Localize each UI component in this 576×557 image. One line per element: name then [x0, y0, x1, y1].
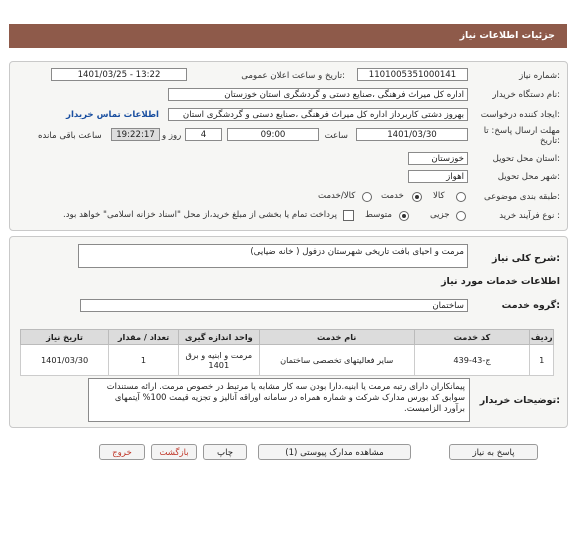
- announce-datetime-label: تاریخ و ساعت اعلان عمومی:: [241, 71, 345, 81]
- col-date: تاریخ نیاز: [21, 330, 109, 345]
- days-and-label: روز و: [162, 131, 182, 141]
- services-table: [20, 329, 554, 376]
- category-radio-goods-service[interactable]: [362, 192, 372, 202]
- cell-name: سایر فعالیتهای تخصصی ساختمان: [259, 345, 414, 376]
- col-row: ردیف: [530, 330, 554, 345]
- exit-button[interactable]: خروج: [99, 444, 145, 460]
- need-details-panel: [9, 61, 568, 231]
- remaining-time-field: 19:22:17: [111, 128, 160, 141]
- col-unit: واحد اندازه گیری: [178, 330, 259, 345]
- reply-button[interactable]: پاسخ به نیاز: [449, 444, 538, 460]
- city-field: اهواز: [408, 170, 468, 183]
- deadline-date-field: 1401/03/30: [356, 128, 468, 141]
- col-qty: تعداد / مقدار: [109, 330, 179, 345]
- process-radio-medium[interactable]: [399, 211, 409, 221]
- deadline-time-field: 09:00: [227, 128, 319, 141]
- category-label: طبقه بندی موضوعی:: [483, 192, 560, 202]
- buyer-notes-field: پیمانکاران دارای رتبه مرمت یا ابنیه.دارا بودن سه کار مشابه یا مرتبط در خصوص مرمت. ارائه مستندات سوابق کد بورس مدارک شرکت و شماره همراه در سامانه اوراقه آنالیز و تجزیه قیمت 100% آیتمهای برآورد الزامیست.: [88, 378, 470, 422]
- services-section-title: اطلاعات خدمات مورد نیاز: [441, 276, 560, 287]
- category-radio-goods[interactable]: [456, 192, 466, 202]
- announce-datetime-field: 1401/03/25 - 13:22: [51, 68, 187, 81]
- deadline-label: مهلت ارسال پاسخ: تا تاریخ:: [483, 126, 560, 146]
- process-option-minor: جزیی: [430, 210, 450, 220]
- need-number-field: 1101005351000141: [357, 68, 468, 81]
- treasury-note: پرداخت تمام یا بخشی از مبلغ خرید،از محل "اسناد خزانه اسلامی" خواهد بود.: [63, 210, 338, 220]
- col-code: کد خدمت: [414, 330, 530, 345]
- category-option-service: خدمت: [381, 191, 404, 201]
- buyer-org-field: اداره کل میراث فرهنگی ،صنایع دستی و گردشگری استان خوزستان: [168, 88, 468, 101]
- province-label: استان محل تحویل:: [492, 154, 560, 164]
- need-number-label: شماره نیاز:: [519, 71, 560, 81]
- category-option-goods: کالا: [433, 191, 445, 201]
- days-remaining-field: 4: [185, 128, 222, 141]
- page-header: [9, 24, 567, 48]
- treasury-checkbox[interactable]: [343, 210, 354, 221]
- table-row: [21, 345, 554, 376]
- back-button[interactable]: بازگشت: [151, 444, 197, 460]
- table-header-row: [21, 330, 554, 345]
- summary-field: مرمت و احیای بافت تاریخی شهرستان دزفول ( خانه ضیایی): [78, 244, 468, 268]
- deadline-time-label: ساعت: [324, 131, 348, 141]
- cell-unit: مرمت و ابنیه و برق 1401: [178, 345, 259, 376]
- cell-row: 1: [530, 345, 554, 376]
- creator-field: بهروز دشتی کاربرداز اداره کل میراث فرهنگی ،صنایع دستی و گردشگری استان: [168, 108, 468, 121]
- buyer-notes-label: توضیحات خریدار:: [479, 395, 560, 406]
- process-radio-minor[interactable]: [456, 211, 466, 221]
- buyer-contact-link[interactable]: اطلاعات تماس خریدار: [66, 110, 159, 120]
- col-name: نام خدمت: [259, 330, 414, 345]
- page-title: جزئیات اطلاعات نیاز: [459, 30, 555, 41]
- creator-label: ایجاد کننده درخواست:: [480, 110, 560, 120]
- province-field: خوزستان: [408, 152, 468, 165]
- cell-code: ج-43-439: [414, 345, 530, 376]
- process-option-medium: متوسط: [365, 210, 392, 220]
- cell-qty: 1: [109, 345, 179, 376]
- print-button[interactable]: چاپ: [203, 444, 247, 460]
- category-option-goods-service: کالا/خدمت: [318, 191, 356, 201]
- service-group-label: گروه خدمت:: [501, 300, 560, 311]
- city-label: شهر محل تحویل:: [497, 172, 560, 182]
- remaining-time-label: ساعت باقی مانده: [38, 131, 102, 141]
- process-label: نوع فرآیند خرید :: [499, 211, 560, 221]
- view-documents-button[interactable]: مشاهده مدارک پیوستی (1): [258, 444, 411, 460]
- service-group-field: ساختمان: [80, 299, 468, 312]
- summary-label: شرح کلی نیاز:: [491, 253, 560, 264]
- category-radio-service[interactable]: [412, 192, 422, 202]
- cell-date: 1401/03/30: [21, 345, 109, 376]
- buyer-org-label: نام دستگاه خریدار:: [492, 90, 560, 100]
